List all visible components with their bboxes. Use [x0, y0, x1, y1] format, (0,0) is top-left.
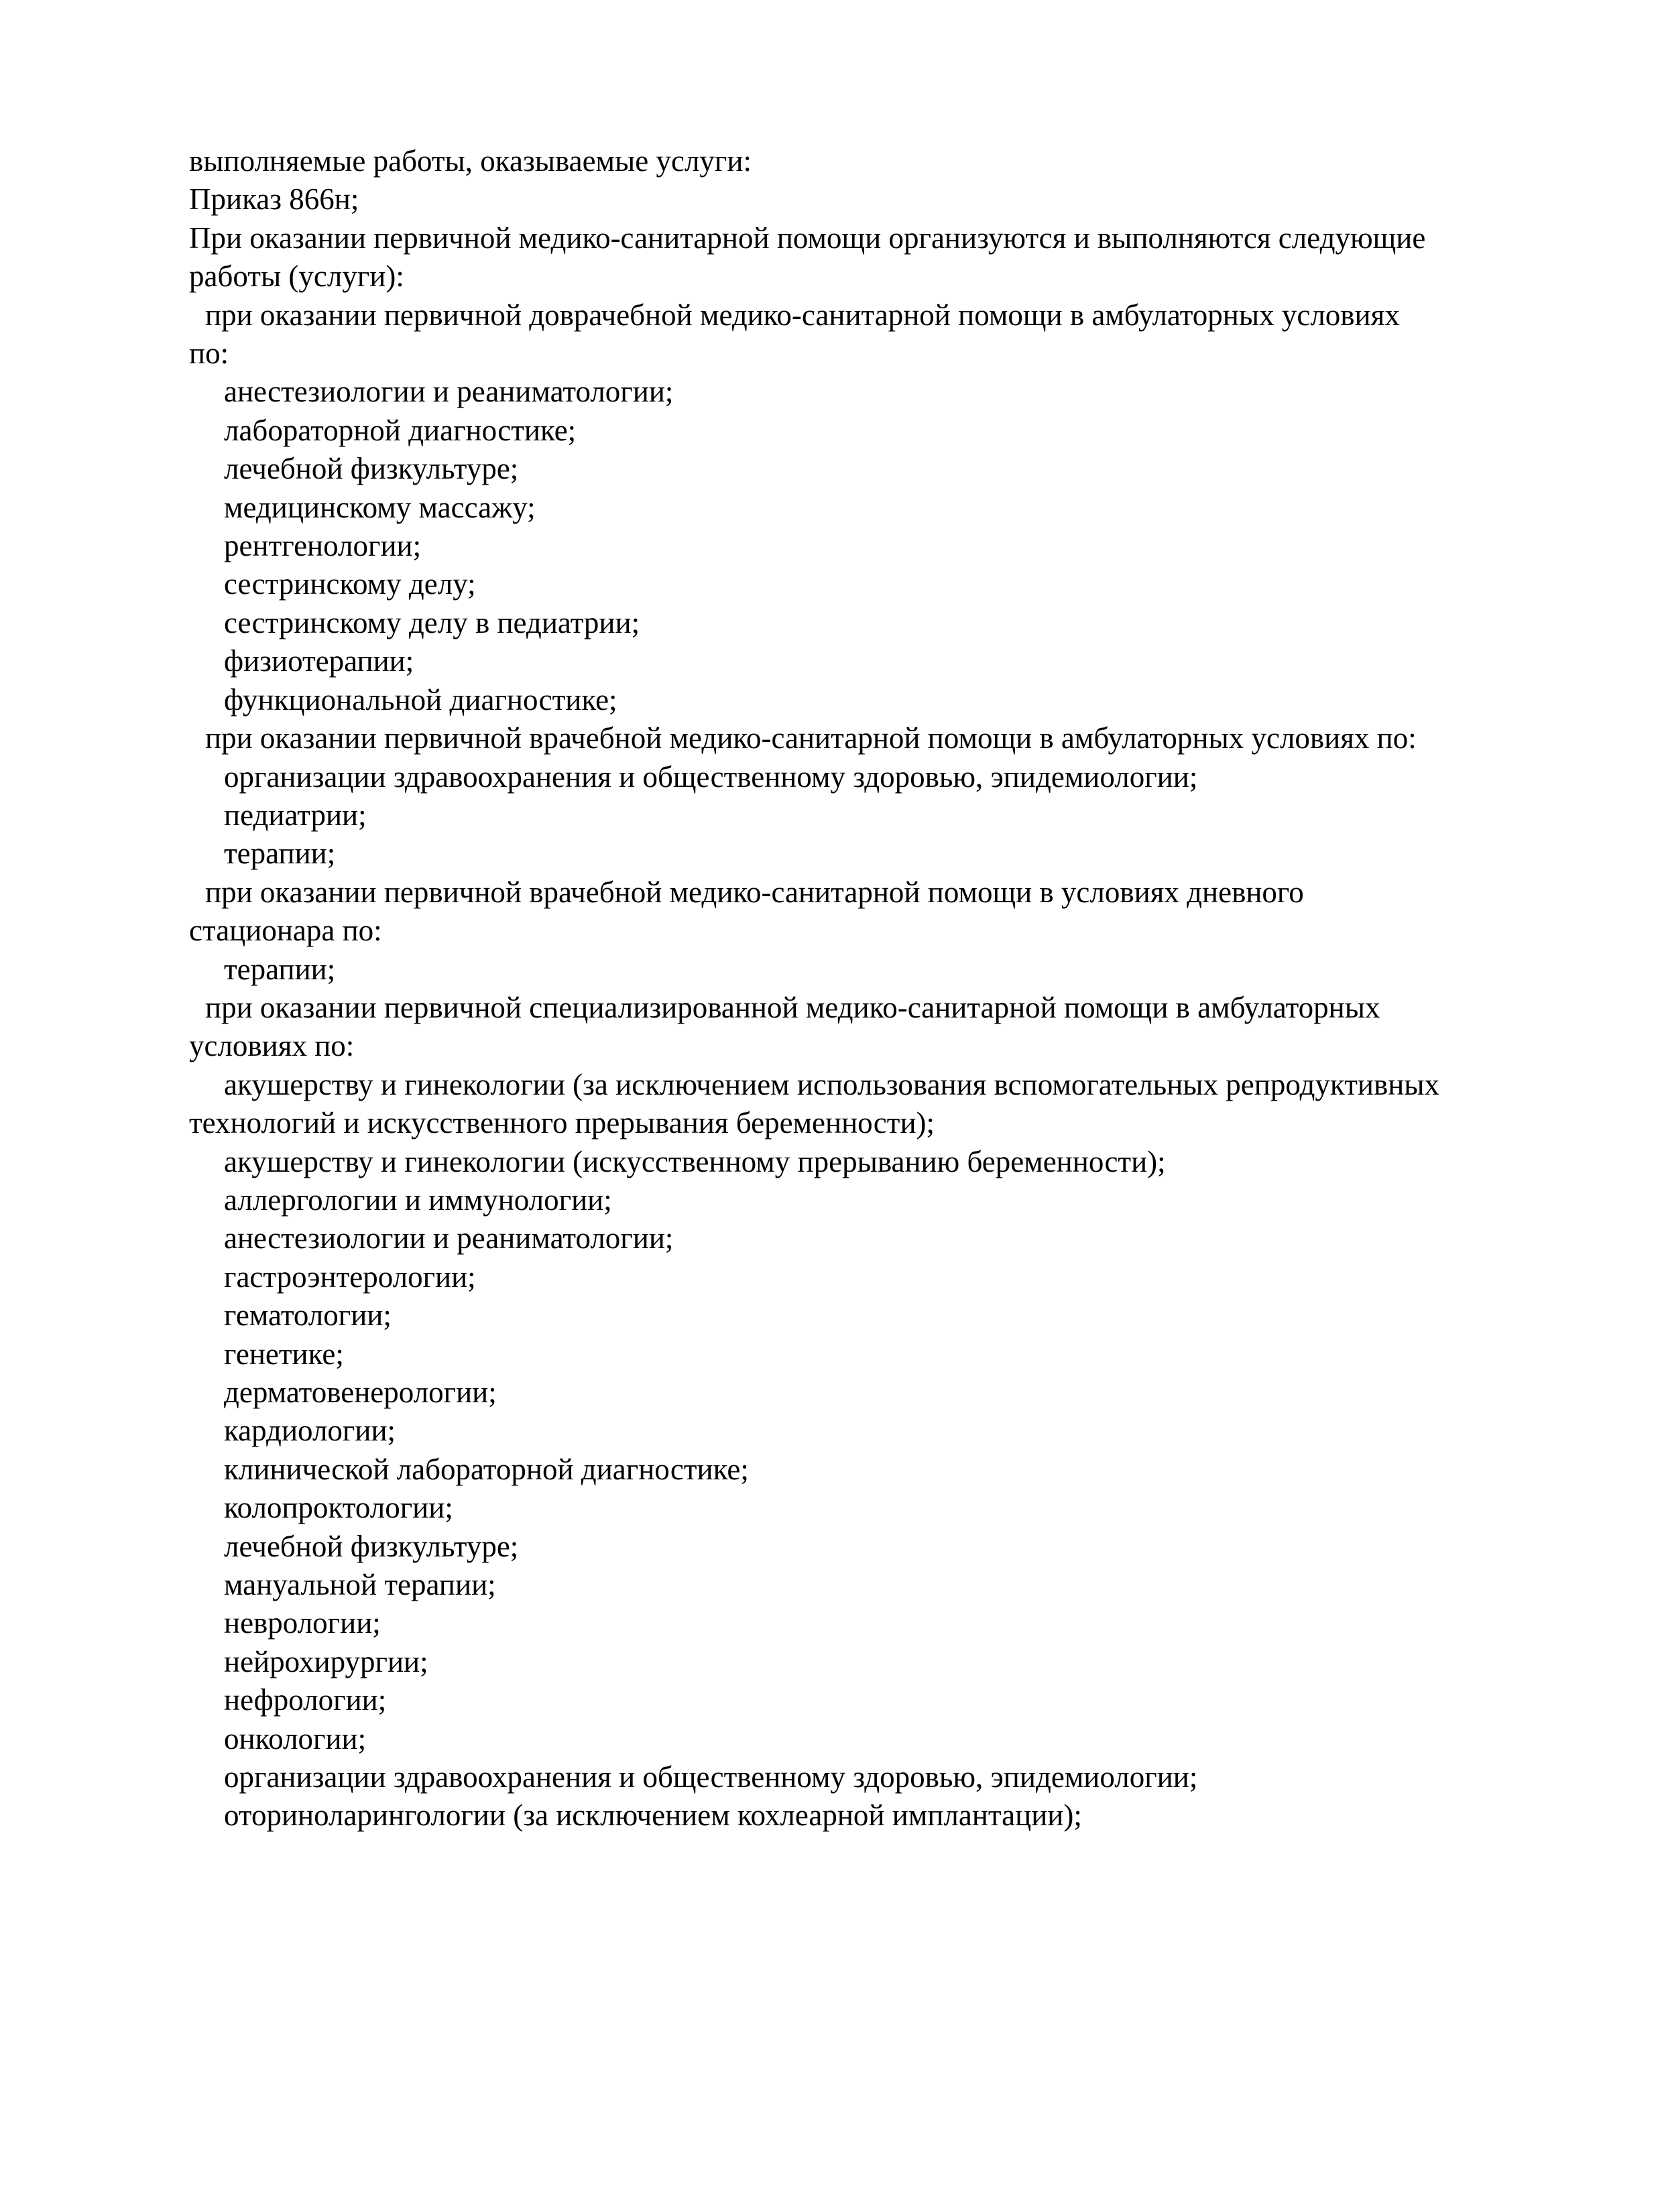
- section-heading-line: при оказании первичной врачебной медико-санитарной помощи в амбулаторных условиях по:: [205, 721, 1417, 755]
- section-heading-line: при оказании первичной доврачебной медико-санитарной помощи в амбулаторных условиях: [205, 298, 1400, 332]
- list-item: нефрологии;: [224, 1683, 387, 1717]
- list-item: клинической лабораторной диагностике;: [224, 1452, 749, 1486]
- list-item: сестринскому делу в педиатрии;: [224, 605, 640, 639]
- text-line: работы (услуги):: [189, 259, 404, 294]
- list-item: лечебной физкультуре;: [224, 1529, 519, 1563]
- list-item: педиатрии;: [224, 798, 367, 832]
- text-line: При оказании первичной медико-санитарной помощи организуются и выполняются следующие: [189, 221, 1426, 255]
- list-item: анестезиологии и реаниматологии;: [224, 375, 674, 409]
- list-item: анестезиологии и реаниматологии;: [224, 1221, 674, 1255]
- list-item: колопроктологии;: [224, 1491, 453, 1525]
- list-item: мануальной терапии;: [224, 1568, 496, 1602]
- text-line: технологий и искусственного прерывания беременности);: [189, 1106, 935, 1140]
- list-item: дерматовенерологии;: [224, 1375, 497, 1409]
- list-item: организации здравоохранения и общественному здоровью, эпидемиологии;: [224, 1760, 1198, 1794]
- list-item: сестринскому делу;: [224, 567, 476, 601]
- text-line: выполняемые работы, оказываемые услуги:: [189, 144, 752, 178]
- list-item: генетике;: [224, 1337, 344, 1371]
- list-item: медицинскому массажу;: [224, 490, 536, 524]
- section-heading-line: при оказании первичной специализированной медико-санитарной помощи в амбулаторных: [205, 990, 1380, 1024]
- list-item: рентгенологии;: [224, 529, 422, 563]
- list-item: онкологии;: [224, 1721, 367, 1756]
- text-line: по:: [189, 336, 229, 371]
- list-item: лабораторной диагностике;: [224, 413, 577, 447]
- text-line: условиях по:: [189, 1029, 355, 1063]
- text-line: Приказ 866н;: [189, 182, 359, 217]
- document-page: [189, 142, 1557, 1835]
- list-item: акушерству и гинекологии (искусственному прерыванию беременности);: [224, 1144, 1166, 1178]
- list-item: нейрохирургии;: [224, 1644, 428, 1678]
- list-item: неврологии;: [224, 1606, 381, 1640]
- list-item: гастроэнтерологии;: [224, 1259, 476, 1294]
- list-item: гематологии;: [224, 1298, 392, 1333]
- text-line: стационара по:: [189, 914, 382, 948]
- section-heading-line: при оказании первичной врачебной медико-санитарной помощи в условиях дневного: [205, 875, 1304, 909]
- list-item: физиотерапии;: [224, 644, 414, 678]
- list-item: оториноларингологии (за исключением кохлеарной имплантации);: [224, 1798, 1082, 1833]
- list-item: терапии;: [224, 837, 336, 871]
- list-item: организации здравоохранения и общественному здоровью, эпидемиологии;: [224, 759, 1198, 794]
- list-item: аллергологии и иммунологии;: [224, 1182, 612, 1217]
- list-item: терапии;: [224, 952, 336, 986]
- list-item: лечебной физкультуре;: [224, 452, 519, 486]
- list-item: кардиологии;: [224, 1414, 396, 1448]
- list-item: функциональной диагностике;: [224, 682, 617, 717]
- list-item: акушерству и гинекологии (за исключением использования вспомогательных репродуктивных: [224, 1067, 1440, 1101]
